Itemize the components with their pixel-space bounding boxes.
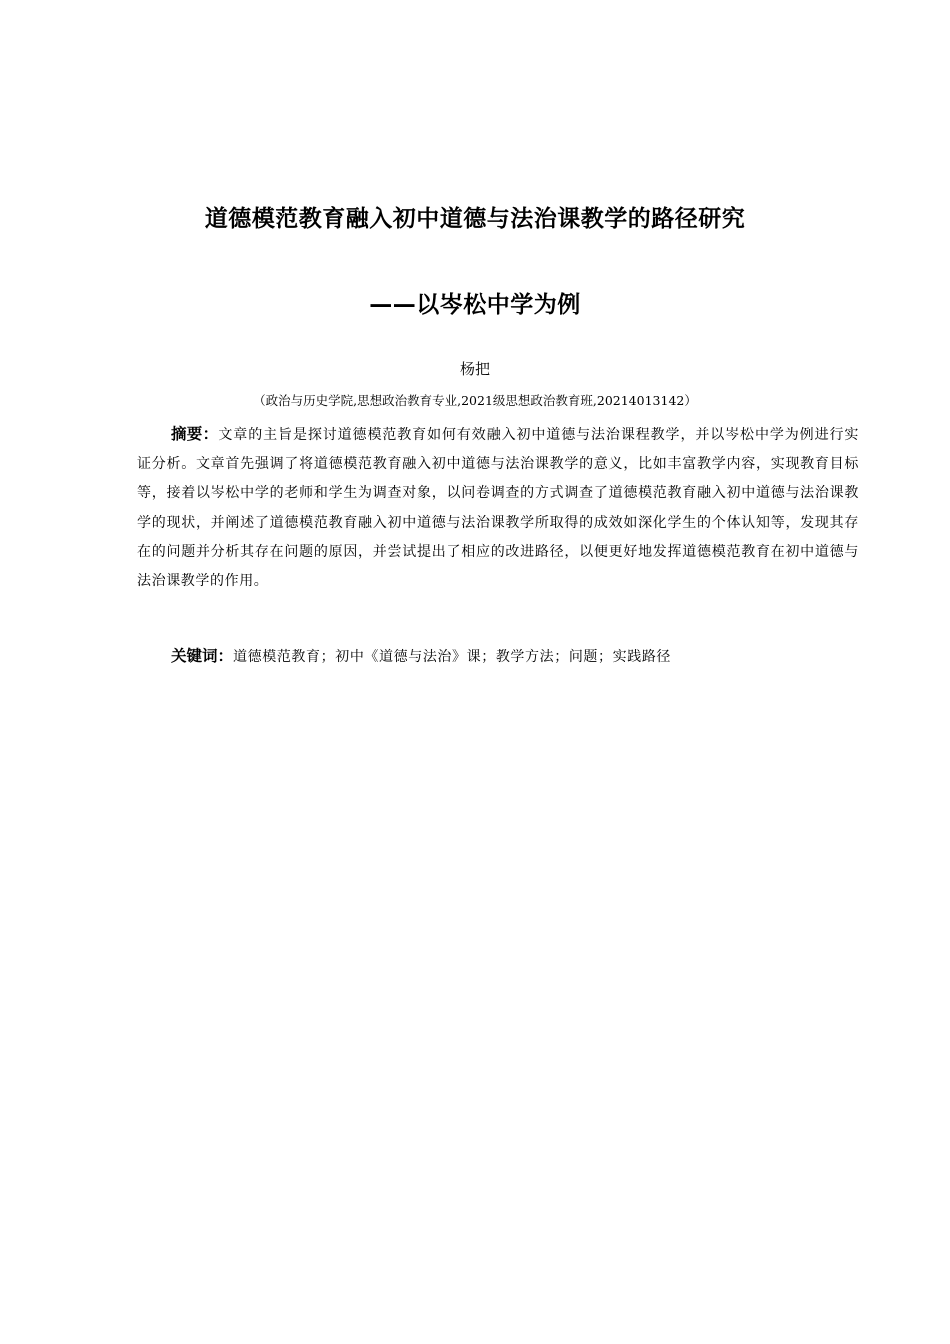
author-name: 杨把	[459, 360, 490, 378]
paper-title: 道德模范教育融入初中道德与法治课教学的路径研究	[204, 206, 746, 232]
keywords-label: 关键词：	[171, 647, 234, 665]
keywords-text: 道德模范教育；初中《道德与法治》课；教学方法；问题；实践路径	[233, 649, 672, 665]
paper-subtitle: ——以岑松中学为例	[369, 292, 581, 318]
abstract-text: 文章的主旨是探讨道德模范教育如何有效融入初中道德与法治课程教学，并以岑松中学为例进行实证分析。文章首先强调了将道德模范教育融入初中道德与法治课教学的意义，比如丰富教学内容，实现教育目标等，接着以岑松中学的老师和学生为调查对象，以问卷调查的方式调查了道德模范教育融入初中道德与法治课教学的现状，并阐述了道德模范教育融入初中道德与法治课教学所取得的成效如深化学生的个体认知等，发现其存在的问题并分析其存在问题的原因，并尝试提出了相应的改进路径，以便更好地发挥道德模范教育在初中道德与法治课教学的作用。	[137, 427, 859, 590]
keywords-line	[171, 644, 861, 669]
abstract-label: 摘要：	[171, 425, 219, 443]
abstract-paragraph	[137, 420, 859, 596]
author-affiliation: （政治与历史学院,思想政治教育专业,2021级思想政治教育班,20214013142）	[253, 393, 697, 408]
